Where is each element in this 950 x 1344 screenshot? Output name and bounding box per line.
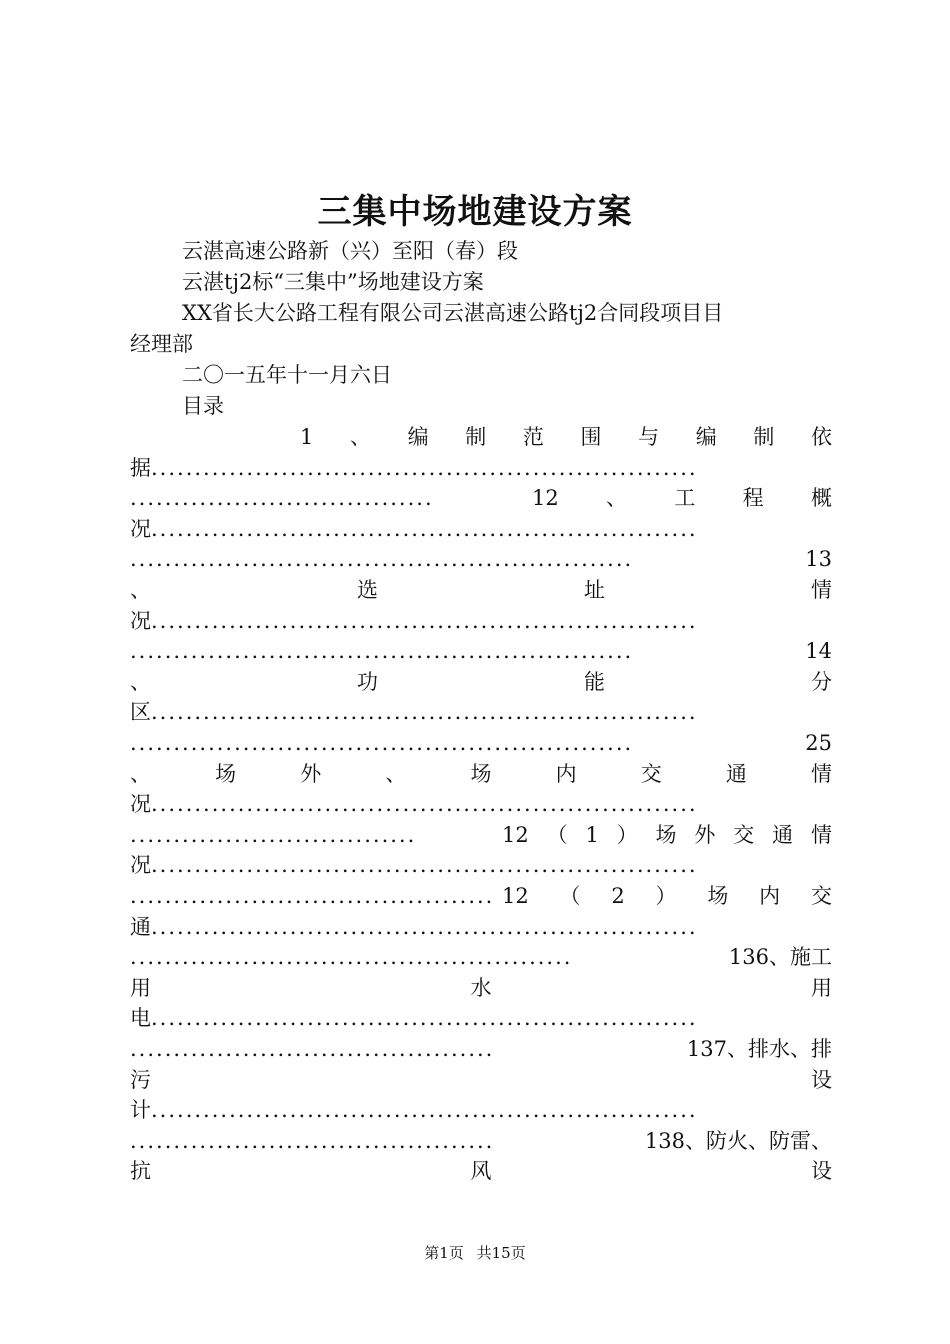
- date-line: 二〇一五年十一月六日: [182, 363, 392, 387]
- toc-text-part: 电: [130, 1006, 151, 1030]
- organization-line: XX省长大公路工程有限公司云湛高速公路tj2合同段项目目: [182, 301, 724, 325]
- toc-text-part: 能: [584, 670, 605, 694]
- toc-page-ref: 136、施工: [728, 945, 832, 969]
- toc-text-part: 设: [811, 1159, 832, 1183]
- toc-line: [130, 575, 832, 606]
- toc-text-part: 风: [470, 1159, 492, 1183]
- toc-text-part: 概: [810, 486, 832, 510]
- toc-text-part: 范: [522, 425, 544, 449]
- toc-text-part: 情: [811, 762, 832, 786]
- toc-text-part: 况: [130, 792, 151, 816]
- toc-text-part: 围: [580, 425, 602, 449]
- toc-text-part: 编: [407, 425, 429, 449]
- toc-text-part: 外: [300, 762, 322, 786]
- toc-text-part: 依: [811, 425, 832, 449]
- toc-page-ref: 137、排水、排: [686, 1037, 832, 1061]
- toc-leader-dots: ...............................................................: [151, 915, 698, 939]
- toc-leader-dots: ..........................................: [130, 884, 495, 908]
- toc-text-part: 况: [130, 853, 151, 877]
- toc-line: [130, 789, 832, 820]
- toc-text-part: 编: [695, 425, 717, 449]
- toc-heading: 目录: [182, 394, 224, 418]
- toc-text-part: 2: [611, 884, 625, 908]
- toc-leader-dots: ...............................................................: [151, 853, 698, 877]
- toc-text-part: 情: [810, 823, 832, 847]
- toc-text-part: 场: [215, 762, 237, 786]
- toc-text-part: 功: [357, 670, 378, 694]
- toc-text-part: 情: [811, 578, 832, 602]
- toc-line: [130, 514, 832, 545]
- toc-text-part: 工: [674, 486, 696, 510]
- toc-text-part: 、: [130, 670, 151, 694]
- toc-line: [130, 850, 832, 881]
- toc-text-part: （: [559, 884, 581, 908]
- toc-leader-dots: ..........................................................: [130, 547, 634, 571]
- toc-line: [130, 483, 832, 514]
- toc-leader-dots: .................................: [130, 823, 417, 847]
- toc-text-part: 外: [694, 823, 716, 847]
- toc-text-part: 12: [502, 884, 529, 908]
- toc-page-ref: 25: [805, 731, 832, 755]
- toc-text-part: 况: [130, 517, 151, 541]
- toc-line: [130, 1034, 832, 1065]
- toc-text-part: 12: [532, 486, 559, 510]
- toc-line: [130, 1156, 832, 1187]
- toc-text-part: 址: [584, 578, 605, 602]
- toc-text-part: 制: [753, 425, 775, 449]
- toc-text-part: 通: [725, 762, 747, 786]
- toc-text-part: 、: [130, 578, 151, 602]
- toc-page-ref: 13: [805, 547, 832, 571]
- toc-text-part: 交: [810, 884, 832, 908]
- toc-line: [130, 1095, 832, 1126]
- toc-text-part: ）: [655, 884, 677, 908]
- toc-line: [130, 881, 832, 912]
- toc-leader-dots: ...............................................................: [151, 609, 698, 633]
- toc-justified-group: [532, 483, 832, 514]
- toc-line: [130, 697, 832, 728]
- toc-leader-dots: ..........................................: [130, 1037, 495, 1061]
- toc-text-part: 交: [733, 823, 755, 847]
- toc-text-part: 用: [130, 976, 151, 1000]
- toc-page-ref: 14: [805, 639, 832, 663]
- toc-leader-dots: ...............................................................: [151, 456, 698, 480]
- toc-leader-dots: ...............................................................: [151, 792, 698, 816]
- toc-text-part: 制: [465, 425, 487, 449]
- toc-line: [130, 912, 832, 943]
- toc-line: [130, 667, 832, 698]
- page-number: 第1页: [424, 1244, 464, 1262]
- toc-leader-dots: ...................................: [130, 486, 434, 510]
- toc-page-ref: 138、防火、防雷、: [644, 1129, 832, 1153]
- toc-text-part: 交: [640, 762, 662, 786]
- page-footer: [0, 1242, 950, 1263]
- toc-line: [300, 422, 832, 453]
- toc-text-part: 通: [130, 915, 151, 939]
- toc-line: [130, 1003, 832, 1034]
- toc-line: [130, 820, 832, 851]
- toc-text-part: 计: [130, 1098, 151, 1122]
- toc-line: [130, 759, 832, 790]
- toc-text-part: 况: [130, 609, 151, 633]
- toc-leader-dots: ..........................................................: [130, 731, 634, 755]
- toc-line: [130, 1126, 832, 1157]
- toc-leader-dots: ...................................................: [130, 945, 573, 969]
- toc-text-part: 分: [811, 670, 832, 694]
- toc-text-part: 、: [350, 425, 371, 449]
- toc-line: [130, 973, 832, 1004]
- toc-text-part: 区: [130, 700, 151, 724]
- toc-text-part: 1: [585, 823, 599, 847]
- toc-line: [130, 728, 832, 759]
- organization-line-cont: 经理部: [130, 332, 193, 356]
- toc-line: [130, 544, 832, 575]
- toc-text-part: 污: [130, 1068, 151, 1092]
- toc-text-part: 场: [707, 884, 729, 908]
- toc-text-part: 抗: [130, 1159, 151, 1183]
- toc-text-part: 12: [502, 823, 529, 847]
- toc-text-part: 据: [130, 456, 151, 480]
- toc-text-part: 与: [638, 425, 660, 449]
- toc-line: [130, 453, 832, 484]
- page-total: 共15页: [476, 1244, 526, 1262]
- toc-text-part: 、: [385, 762, 407, 786]
- toc-text-part: 、: [130, 762, 151, 786]
- project-name-line: 云湛高速公路新（兴）至阳（春）段: [182, 239, 518, 263]
- toc-text-part: 选: [357, 578, 378, 602]
- toc-leader-dots: ...............................................................: [151, 700, 698, 724]
- toc-text-part: ）: [616, 823, 638, 847]
- toc-line: [130, 1065, 832, 1096]
- toc-leader-dots: ...............................................................: [151, 1098, 698, 1122]
- toc-line: [130, 942, 832, 973]
- document-title: 三集中场地建设方案: [317, 192, 633, 232]
- toc-leader-dots: ..........................................................: [130, 639, 634, 663]
- toc-text-part: 、: [606, 486, 628, 510]
- toc-justified-group: [502, 820, 832, 851]
- toc-leader-dots: ..........................................: [130, 1129, 495, 1153]
- toc-text-part: 内: [759, 884, 781, 908]
- scheme-name-line: 云湛tj2标“三集中”场地建设方案: [182, 270, 484, 294]
- toc-text-part: 程: [742, 486, 764, 510]
- toc-leader-dots: ...............................................................: [151, 1006, 698, 1030]
- toc-line: [130, 606, 832, 637]
- toc-line: [130, 636, 832, 667]
- toc-text-part: 1: [300, 425, 314, 449]
- toc-text-part: 设: [811, 1068, 832, 1092]
- toc-text-part: 场: [655, 823, 677, 847]
- toc-text-part: 用: [811, 976, 832, 1000]
- toc-leader-dots: ...............................................................: [151, 517, 698, 541]
- toc-justified-group: [502, 881, 832, 912]
- toc-text-part: （: [546, 823, 568, 847]
- toc-text-part: 通: [772, 823, 794, 847]
- toc-text-part: 水: [470, 976, 492, 1000]
- toc-text-part: 内: [555, 762, 577, 786]
- toc-text-part: 场: [470, 762, 492, 786]
